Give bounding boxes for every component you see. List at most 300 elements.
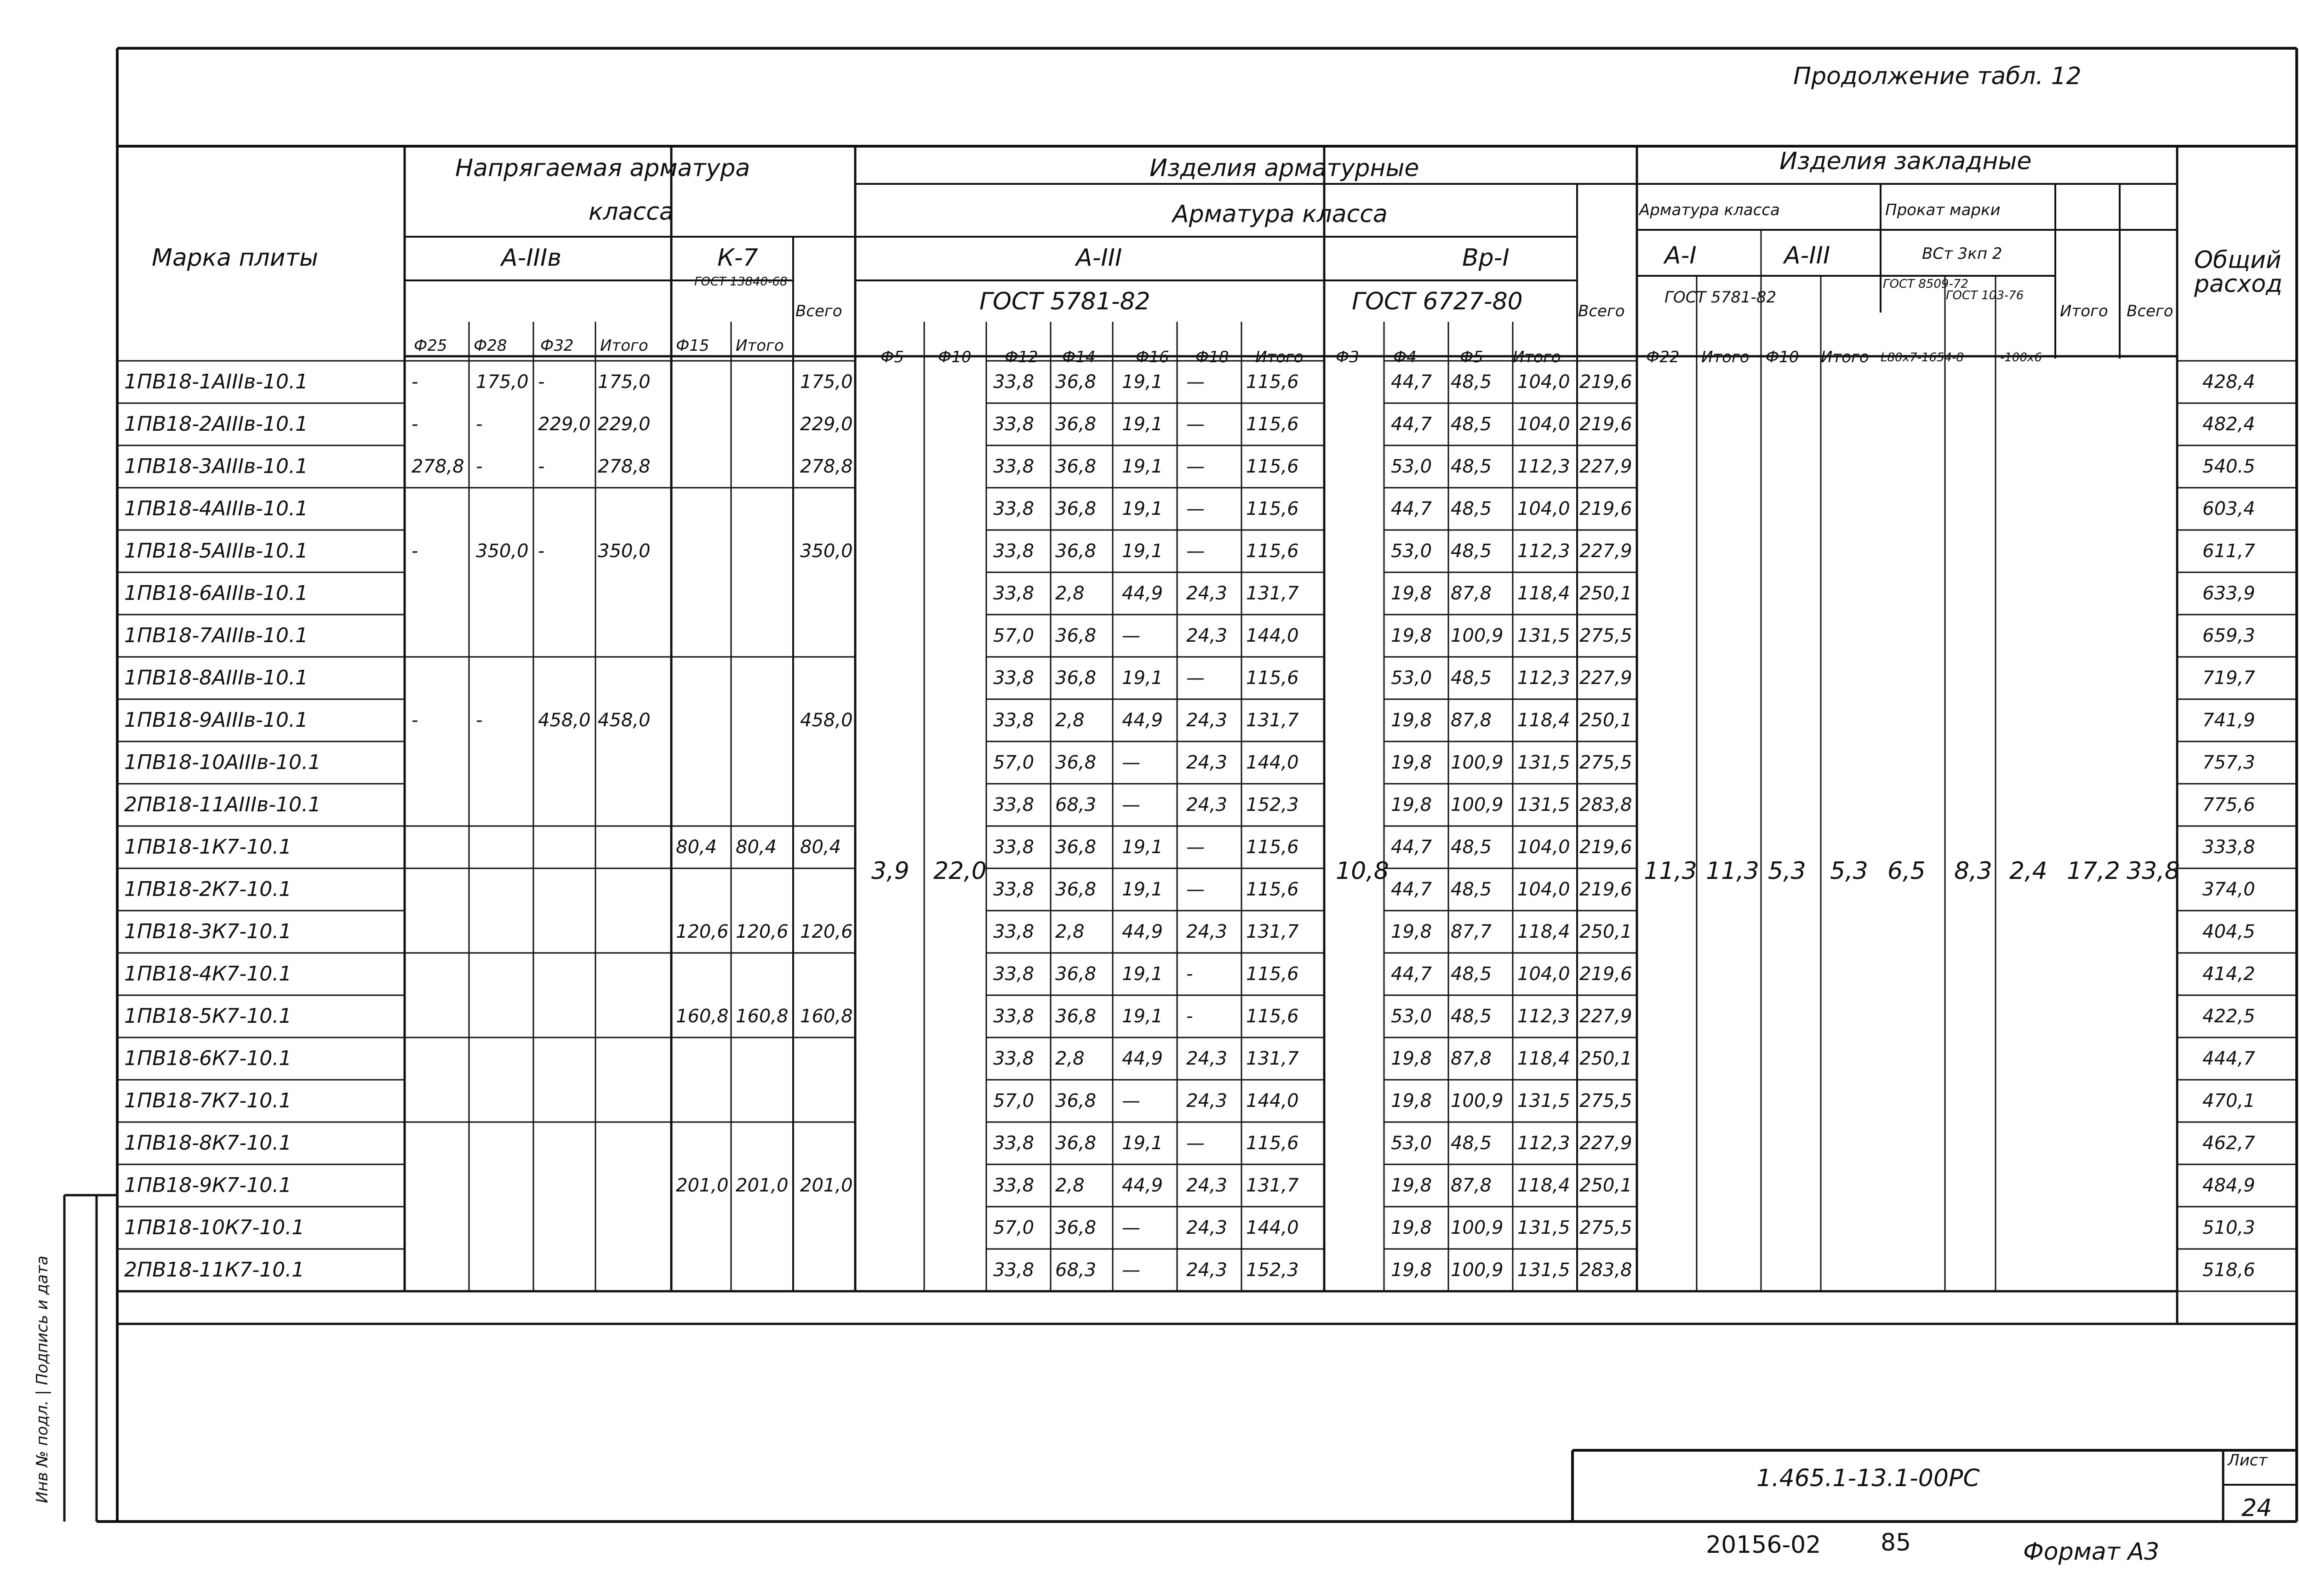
header-rebar-class: Арматура класса bbox=[1172, 200, 1388, 228]
k7-cell: 120,6 bbox=[736, 921, 789, 942]
a3-cell: 36,8 bbox=[1055, 541, 1097, 562]
vr-cell: 48,5 bbox=[1451, 667, 1492, 689]
common-emb-f10: 5,3 bbox=[1768, 857, 1806, 885]
col-vr-f5: Ф5 bbox=[1460, 348, 1483, 366]
a3-cell: 2,8 bbox=[1055, 710, 1085, 731]
a3-cell: 44,9 bbox=[1122, 583, 1163, 604]
format-label: Формат А3 bbox=[2023, 1538, 2160, 1566]
a3-cell: 36,8 bbox=[1055, 1217, 1097, 1238]
vr-cell: 19,8 bbox=[1391, 1048, 1432, 1069]
header-emb-rebar: Арматура класса bbox=[1639, 201, 1780, 219]
vr-cell: 100,9 bbox=[1451, 1217, 1504, 1238]
vr-cell: 104,0 bbox=[1517, 879, 1570, 900]
header-a3: А-III bbox=[1076, 244, 1122, 272]
a3-cell: 24,3 bbox=[1186, 1090, 1228, 1112]
a3v-cell: 175,0 bbox=[598, 371, 651, 393]
col-f4: Ф4 bbox=[1393, 348, 1417, 366]
total-use-cell: 470,1 bbox=[2202, 1090, 2255, 1112]
col-a3-itogo: Итого bbox=[1255, 348, 1304, 366]
vr-cell: 250,1 bbox=[1579, 1175, 1632, 1196]
pre-total-cell: 350,0 bbox=[800, 541, 853, 562]
a3v-cell: - bbox=[412, 371, 418, 393]
a3-cell: 131,7 bbox=[1246, 1048, 1299, 1069]
a3-cell: 152,3 bbox=[1246, 1260, 1299, 1281]
vr-cell: 100,9 bbox=[1451, 794, 1504, 815]
vr-cell: 100,9 bbox=[1451, 625, 1504, 646]
a3-cell: 33,8 bbox=[993, 414, 1035, 435]
a3-cell: — bbox=[1122, 1217, 1140, 1238]
col-emb-itogo2: Итого bbox=[1821, 348, 1869, 366]
a3-cell: 115,6 bbox=[1246, 667, 1299, 689]
col-a3v-itogo: Итого bbox=[600, 336, 648, 355]
a3-cell: 19,1 bbox=[1122, 456, 1163, 477]
vr-cell: 19,8 bbox=[1391, 794, 1432, 815]
vr-cell: 112,3 bbox=[1517, 541, 1570, 562]
a3-cell: — bbox=[1186, 498, 1205, 519]
page-number: 85 bbox=[1881, 1529, 1911, 1556]
a3-cell: 115,6 bbox=[1246, 963, 1299, 985]
row-mark: 1ПВ18-10АIIIв-10.1 bbox=[124, 751, 321, 774]
a3-cell: — bbox=[1122, 625, 1140, 646]
vr-cell: 275,5 bbox=[1579, 1217, 1632, 1238]
vr-cell: 112,3 bbox=[1517, 667, 1570, 689]
a3-cell: 33,8 bbox=[993, 921, 1035, 942]
a3-cell: - bbox=[1186, 963, 1193, 985]
col-emb-itogo1: Итого bbox=[1701, 348, 1750, 366]
header-gost-vr1: ГОСТ 6727-80 bbox=[1352, 288, 1523, 315]
header-products: Изделия арматурные bbox=[1150, 154, 1419, 182]
vr-cell: 53,0 bbox=[1391, 1006, 1432, 1027]
vr-cell: 131,5 bbox=[1517, 625, 1570, 646]
sheet-number: 24 bbox=[2242, 1494, 2272, 1522]
a3-cell: — bbox=[1122, 1260, 1140, 1281]
vr-cell: 219,6 bbox=[1579, 414, 1632, 435]
vr-cell: 250,1 bbox=[1579, 921, 1632, 942]
vr-cell: 48,5 bbox=[1451, 963, 1492, 985]
row-mark: 1ПВ18-8К7-10.1 bbox=[124, 1131, 292, 1155]
a3v-cell: - bbox=[476, 710, 483, 731]
header-a3v: А-IIIв bbox=[501, 244, 561, 272]
vr-cell: 112,3 bbox=[1517, 1006, 1570, 1027]
a3-cell: 24,3 bbox=[1186, 794, 1228, 815]
vr-cell: 53,0 bbox=[1391, 456, 1432, 477]
header-emb-total: Всего bbox=[2127, 302, 2173, 320]
total-use-cell: 659,3 bbox=[2202, 625, 2255, 646]
vr-cell: 250,1 bbox=[1579, 583, 1632, 604]
total-use-cell: 462,7 bbox=[2202, 1133, 2255, 1154]
row-mark: 1ПВ18-1АIIIв-10.1 bbox=[124, 370, 308, 393]
a3-cell: 24,3 bbox=[1186, 625, 1228, 646]
row-mark: 1ПВ18-2АIIIв-10.1 bbox=[124, 412, 308, 436]
a3v-cell: 458,0 bbox=[598, 710, 651, 731]
vr-cell: 100,9 bbox=[1451, 752, 1504, 773]
a3-cell: — bbox=[1186, 456, 1205, 477]
a3-cell: 115,6 bbox=[1246, 498, 1299, 519]
a3-cell: 36,8 bbox=[1055, 625, 1097, 646]
a3-cell: 68,3 bbox=[1055, 794, 1097, 815]
vr-cell: 219,6 bbox=[1579, 498, 1632, 519]
vr-cell: 219,6 bbox=[1579, 837, 1632, 858]
a3-cell: 57,0 bbox=[993, 625, 1035, 646]
vr-cell: 44,7 bbox=[1391, 498, 1432, 519]
header-rolled: Прокат марки bbox=[1885, 201, 2001, 219]
vr-cell: 48,5 bbox=[1451, 371, 1492, 393]
total-use-cell: 414,2 bbox=[2202, 963, 2255, 985]
vr-cell: 275,5 bbox=[1579, 752, 1632, 773]
vr-cell: 219,6 bbox=[1579, 879, 1632, 900]
total-use-cell: 444,7 bbox=[2202, 1048, 2255, 1069]
vr-cell: 19,8 bbox=[1391, 752, 1432, 773]
a3-cell: 33,8 bbox=[993, 583, 1035, 604]
vr-cell: 104,0 bbox=[1517, 371, 1570, 393]
a3-cell: 24,3 bbox=[1186, 583, 1228, 604]
a3-cell: 131,7 bbox=[1246, 710, 1299, 731]
col-f16: Ф16 bbox=[1136, 348, 1169, 366]
a3v-cell: - bbox=[476, 414, 483, 435]
total-use-cell: 510,3 bbox=[2202, 1217, 2255, 1238]
vr-cell: 87,8 bbox=[1451, 710, 1492, 731]
total-use-cell: 757,3 bbox=[2202, 752, 2255, 773]
a3-cell: 24,3 bbox=[1186, 1217, 1228, 1238]
a3-cell: 24,3 bbox=[1186, 752, 1228, 773]
col-f10: Ф10 bbox=[938, 348, 972, 366]
row-mark: 2ПВ18-11К7-10.1 bbox=[124, 1258, 305, 1282]
a3-cell: 24,3 bbox=[1186, 1175, 1228, 1196]
a3-cell: — bbox=[1122, 1090, 1140, 1112]
k7-cell: 120,6 bbox=[676, 921, 729, 942]
row-mark: 1ПВ18-3АIIIв-10.1 bbox=[124, 455, 308, 478]
row-mark: 1ПВ18-5К7-10.1 bbox=[124, 1004, 292, 1028]
header-gost-a3: ГОСТ 5781-82 bbox=[979, 288, 1150, 315]
a3-cell: 36,8 bbox=[1055, 456, 1097, 477]
a3-cell: 36,8 bbox=[1055, 414, 1097, 435]
a3-cell: 33,8 bbox=[993, 498, 1035, 519]
a3v-cell: 350,0 bbox=[476, 541, 529, 562]
header-gost-8509: ГОСТ 8509-72 bbox=[1883, 277, 1968, 291]
common-emb-itogo1: 11,3 bbox=[1706, 857, 1759, 885]
pre-total-cell: 278,8 bbox=[800, 456, 853, 477]
vr-cell: 19,8 bbox=[1391, 710, 1432, 731]
common-emb-f22: 11,3 bbox=[1644, 857, 1697, 885]
a3-cell: 115,6 bbox=[1246, 1133, 1299, 1154]
k7-cell: 160,8 bbox=[676, 1006, 729, 1027]
vr-cell: 118,4 bbox=[1517, 1048, 1570, 1069]
header-a1: А-I bbox=[1664, 242, 1697, 269]
row-mark: 1ПВ18-6К7-10.1 bbox=[124, 1047, 292, 1070]
vr-cell: 48,5 bbox=[1451, 1133, 1492, 1154]
a3-cell: 33,8 bbox=[993, 837, 1035, 858]
a3-cell: 36,8 bbox=[1055, 498, 1097, 519]
header-pre-total: Всего bbox=[795, 302, 842, 320]
row-mark: 1ПВ18-4АIIIв-10.1 bbox=[124, 497, 308, 520]
row-mark: 1ПВ18-7К7-10.1 bbox=[124, 1089, 292, 1112]
a3-cell: 36,8 bbox=[1055, 963, 1097, 985]
col-strip: -100x6 bbox=[2000, 351, 2042, 365]
a3v-cell: 229,0 bbox=[538, 414, 591, 435]
a3-cell: 19,1 bbox=[1122, 963, 1163, 985]
doc-number: 1.465.1-13.1-00РС bbox=[1756, 1465, 1980, 1492]
col-vr-itogo: Итого bbox=[1513, 348, 1561, 366]
a3-cell: 152,3 bbox=[1246, 794, 1299, 815]
total-use-cell: 775,6 bbox=[2202, 794, 2255, 815]
common-f10: 22,0 bbox=[933, 857, 987, 885]
pre-total-cell: 80,4 bbox=[800, 837, 841, 858]
vr-cell: 44,7 bbox=[1391, 837, 1432, 858]
header-products-total: Всего bbox=[1578, 302, 1625, 320]
row-mark: 1ПВ18-9АIIIв-10.1 bbox=[124, 708, 308, 732]
a3-cell: 19,1 bbox=[1122, 414, 1163, 435]
a3-cell: 33,8 bbox=[993, 456, 1035, 477]
common-emb-itogo4: 17,2 bbox=[2067, 857, 2120, 885]
a3-cell: 33,8 bbox=[993, 371, 1035, 393]
a3v-cell: 278,8 bbox=[598, 456, 651, 477]
vr-cell: 118,4 bbox=[1517, 710, 1570, 731]
common-emb-total: 33,8 bbox=[2127, 857, 2180, 885]
vr-cell: 87,8 bbox=[1451, 583, 1492, 604]
col-f12: Ф12 bbox=[1005, 348, 1038, 366]
col-f3: Ф3 bbox=[1336, 348, 1359, 366]
row-mark: 1ПВ18-1К7-10.1 bbox=[124, 835, 292, 859]
row-mark: 1ПВ18-5АIIIв-10.1 bbox=[124, 539, 308, 563]
a3-cell: 36,8 bbox=[1055, 1133, 1097, 1154]
vr-cell: 53,0 bbox=[1391, 541, 1432, 562]
a3-cell: 33,8 bbox=[993, 667, 1035, 689]
vr-cell: 19,8 bbox=[1391, 1217, 1432, 1238]
vr-cell: 219,6 bbox=[1579, 371, 1632, 393]
a3-cell: 33,8 bbox=[993, 541, 1035, 562]
vr-cell: 131,5 bbox=[1517, 1260, 1570, 1281]
col-f15: Ф15 bbox=[676, 336, 709, 355]
a3v-cell: - bbox=[538, 541, 545, 562]
common-f5: 3,9 bbox=[871, 857, 909, 885]
k7-cell: 201,0 bbox=[676, 1175, 729, 1196]
a3-cell: 19,1 bbox=[1122, 667, 1163, 689]
vr-cell: 48,5 bbox=[1451, 414, 1492, 435]
row-mark: 1ПВ18-3К7-10.1 bbox=[124, 920, 292, 943]
vr-cell: 44,7 bbox=[1391, 414, 1432, 435]
col-f32: Ф32 bbox=[540, 336, 574, 355]
a3-cell: 36,8 bbox=[1055, 1006, 1097, 1027]
vr-cell: 227,9 bbox=[1579, 1133, 1632, 1154]
a3-cell: 19,1 bbox=[1122, 498, 1163, 519]
k7-cell: 80,4 bbox=[676, 837, 717, 858]
col-f18: Ф18 bbox=[1195, 348, 1229, 366]
vr-cell: 48,5 bbox=[1451, 498, 1492, 519]
a3v-cell: 278,8 bbox=[412, 456, 464, 477]
a3-cell: 144,0 bbox=[1246, 752, 1299, 773]
a3v-cell: - bbox=[412, 710, 418, 731]
a3-cell: 57,0 bbox=[993, 752, 1035, 773]
total-use-cell: 603,4 bbox=[2202, 498, 2255, 519]
row-mark: 1ПВ18-8АIIIв-10.1 bbox=[124, 666, 308, 690]
vr-cell: 219,6 bbox=[1579, 963, 1632, 985]
header-a3b: А-III bbox=[1784, 242, 1830, 269]
a3-cell: 36,8 bbox=[1055, 371, 1097, 393]
vr-cell: 48,5 bbox=[1451, 879, 1492, 900]
header-steel: ВСт 3кп 2 bbox=[1922, 245, 2002, 263]
header-emb-itogo: Итого bbox=[2060, 302, 2108, 320]
a3-cell: 115,6 bbox=[1246, 541, 1299, 562]
col-k7-itogo: Итого bbox=[736, 336, 784, 355]
a3-cell: 33,8 bbox=[993, 1260, 1035, 1281]
a3v-cell: 229,0 bbox=[598, 414, 651, 435]
row-mark: 2ПВ18-11АIIIв-10.1 bbox=[124, 793, 321, 816]
vr-cell: 104,0 bbox=[1517, 498, 1570, 519]
header-gost-k7: ГОСТ 13840-68 bbox=[694, 275, 788, 289]
vr-cell: 19,8 bbox=[1391, 625, 1432, 646]
vr-cell: 48,5 bbox=[1451, 456, 1492, 477]
a3-cell: — bbox=[1186, 879, 1205, 900]
a3-cell: 36,8 bbox=[1055, 667, 1097, 689]
vr-cell: 275,5 bbox=[1579, 625, 1632, 646]
continuation-label: Продолжение табл. 12 bbox=[1793, 63, 2082, 90]
vr-cell: 131,5 bbox=[1517, 1217, 1570, 1238]
a3-cell: 144,0 bbox=[1246, 1217, 1299, 1238]
a3-cell: 33,8 bbox=[993, 963, 1035, 985]
k7-cell: 201,0 bbox=[736, 1175, 789, 1196]
a3-cell: 33,8 bbox=[993, 1175, 1035, 1196]
a3-cell: 2,8 bbox=[1055, 1048, 1085, 1069]
a3-cell: 68,3 bbox=[1055, 1260, 1097, 1281]
a3-cell: 33,8 bbox=[993, 794, 1035, 815]
a3-cell: 24,3 bbox=[1186, 1260, 1228, 1281]
col-f5: Ф5 bbox=[881, 348, 904, 366]
a3-cell: 19,1 bbox=[1122, 879, 1163, 900]
total-use-cell: 404,5 bbox=[2202, 921, 2255, 942]
inventory-number: 20156-02 bbox=[1706, 1531, 1821, 1559]
vr-cell: 104,0 bbox=[1517, 837, 1570, 858]
a3-cell: 131,7 bbox=[1246, 583, 1299, 604]
header-k7: К-7 bbox=[717, 244, 758, 272]
a3-cell: 2,8 bbox=[1055, 921, 1085, 942]
a3v-cell: 458,0 bbox=[538, 710, 591, 731]
row-mark: 1ПВ18-2К7-10.1 bbox=[124, 878, 292, 901]
a3-cell: 2,8 bbox=[1055, 1175, 1085, 1196]
a3-cell: 2,8 bbox=[1055, 583, 1085, 604]
a3-cell: — bbox=[1186, 414, 1205, 435]
a3-cell: 33,8 bbox=[993, 1048, 1035, 1069]
vr-cell: 48,5 bbox=[1451, 837, 1492, 858]
a3-cell: 19,1 bbox=[1122, 541, 1163, 562]
vr-cell: 112,3 bbox=[1517, 456, 1570, 477]
col-f14: Ф14 bbox=[1062, 348, 1096, 366]
vr-cell: 87,7 bbox=[1451, 921, 1492, 942]
vr-cell: 283,8 bbox=[1579, 794, 1632, 815]
a3v-cell: 175,0 bbox=[476, 371, 529, 393]
row-mark: 1ПВ18-6АIIIв-10.1 bbox=[124, 581, 308, 605]
vr-cell: 250,1 bbox=[1579, 1048, 1632, 1069]
a3-cell: 24,3 bbox=[1186, 710, 1228, 731]
vr-cell: 48,5 bbox=[1451, 541, 1492, 562]
a3-cell: 44,9 bbox=[1122, 1175, 1163, 1196]
vr-cell: 19,8 bbox=[1391, 1175, 1432, 1196]
a3-cell: 19,1 bbox=[1122, 1006, 1163, 1027]
a3-cell: — bbox=[1186, 1133, 1205, 1154]
a3-cell: — bbox=[1186, 371, 1205, 393]
a3-cell: 44,9 bbox=[1122, 1048, 1163, 1069]
total-use-cell: 741,9 bbox=[2202, 710, 2255, 731]
col-f25: Ф25 bbox=[414, 336, 447, 355]
row-mark: 1ПВ18-7АIIIв-10.1 bbox=[124, 624, 308, 647]
vr-cell: 100,9 bbox=[1451, 1090, 1504, 1112]
col-angle: L80x7-1654-8 bbox=[1881, 351, 1964, 365]
a3-cell: 57,0 bbox=[993, 1217, 1035, 1238]
pre-total-cell: 160,8 bbox=[800, 1006, 853, 1027]
a3v-cell: - bbox=[412, 414, 418, 435]
row-mark: 1ПВ18-9К7-10.1 bbox=[124, 1174, 292, 1197]
header-prestressed-2: класса bbox=[589, 198, 674, 226]
pre-total-cell: 229,0 bbox=[800, 414, 853, 435]
a3-cell: 115,6 bbox=[1246, 837, 1299, 858]
k7-cell: 80,4 bbox=[736, 837, 777, 858]
common-emb-angle: 6,5 bbox=[1887, 857, 1926, 885]
vr-cell: 118,4 bbox=[1517, 921, 1570, 942]
total-use-cell: 611,7 bbox=[2202, 541, 2255, 562]
a3v-cell: - bbox=[476, 456, 483, 477]
a3-cell: 115,6 bbox=[1246, 371, 1299, 393]
total-use-cell: 633,9 bbox=[2202, 583, 2255, 604]
header-mark: Марка плиты bbox=[152, 244, 318, 272]
header-gost-103: ГОСТ 103-76 bbox=[1946, 289, 2024, 302]
vr-cell: 100,9 bbox=[1451, 1260, 1504, 1281]
sheet-label: Лист bbox=[2228, 1451, 2268, 1470]
a3-cell: — bbox=[1186, 541, 1205, 562]
total-use-cell: 422,5 bbox=[2202, 1006, 2255, 1027]
vr-cell: 87,8 bbox=[1451, 1175, 1492, 1196]
a3v-cell: 350,0 bbox=[598, 541, 651, 562]
vr-cell: 19,8 bbox=[1391, 583, 1432, 604]
total-use-cell: 719,7 bbox=[2202, 667, 2255, 689]
a3-cell: 33,8 bbox=[993, 1006, 1035, 1027]
vr-cell: 227,9 bbox=[1579, 1006, 1632, 1027]
total-use-cell: 482,4 bbox=[2202, 414, 2255, 435]
a3-cell: 44,9 bbox=[1122, 710, 1163, 731]
vr-cell: 112,3 bbox=[1517, 1133, 1570, 1154]
a3-cell: - bbox=[1186, 1006, 1193, 1027]
vr-cell: 53,0 bbox=[1391, 1133, 1432, 1154]
total-use-cell: 540.5 bbox=[2202, 456, 2255, 477]
vr-cell: 227,9 bbox=[1579, 456, 1632, 477]
a3-cell: 57,0 bbox=[993, 1090, 1035, 1112]
a3-cell: 33,8 bbox=[993, 1133, 1035, 1154]
a3-cell: 144,0 bbox=[1246, 1090, 1299, 1112]
a3-cell: 36,8 bbox=[1055, 879, 1097, 900]
pre-total-cell: 458,0 bbox=[800, 710, 853, 731]
header-total-use: Общий расход bbox=[2194, 246, 2283, 298]
a3-cell: 36,8 bbox=[1055, 837, 1097, 858]
col-f22: Ф22 bbox=[1646, 348, 1680, 366]
total-use-cell: 484,9 bbox=[2202, 1175, 2255, 1196]
common-emb-itogo2: 5,3 bbox=[1830, 857, 1868, 885]
a3-cell: 131,7 bbox=[1246, 921, 1299, 942]
vr-cell: 118,4 bbox=[1517, 583, 1570, 604]
a3v-cell: - bbox=[538, 456, 545, 477]
vr-cell: 131,5 bbox=[1517, 752, 1570, 773]
a3-cell: — bbox=[1186, 837, 1205, 858]
a3-cell: — bbox=[1186, 667, 1205, 689]
a3-cell: 44,9 bbox=[1122, 921, 1163, 942]
vr-cell: 19,8 bbox=[1391, 1090, 1432, 1112]
vr-cell: 44,7 bbox=[1391, 371, 1432, 393]
col-f28: Ф28 bbox=[474, 336, 507, 355]
total-use-cell: 374,0 bbox=[2202, 879, 2255, 900]
header-gost-emb: ГОСТ 5781-82 bbox=[1664, 288, 1777, 307]
a3-cell: 144,0 bbox=[1246, 625, 1299, 646]
total-use-cell: 333,8 bbox=[2202, 837, 2255, 858]
side-stamp: Инв № подл. | Подпись и дата bbox=[33, 1255, 51, 1503]
common-emb-itogo3: 2,4 bbox=[2009, 857, 2047, 885]
a3-cell: 24,3 bbox=[1186, 921, 1228, 942]
